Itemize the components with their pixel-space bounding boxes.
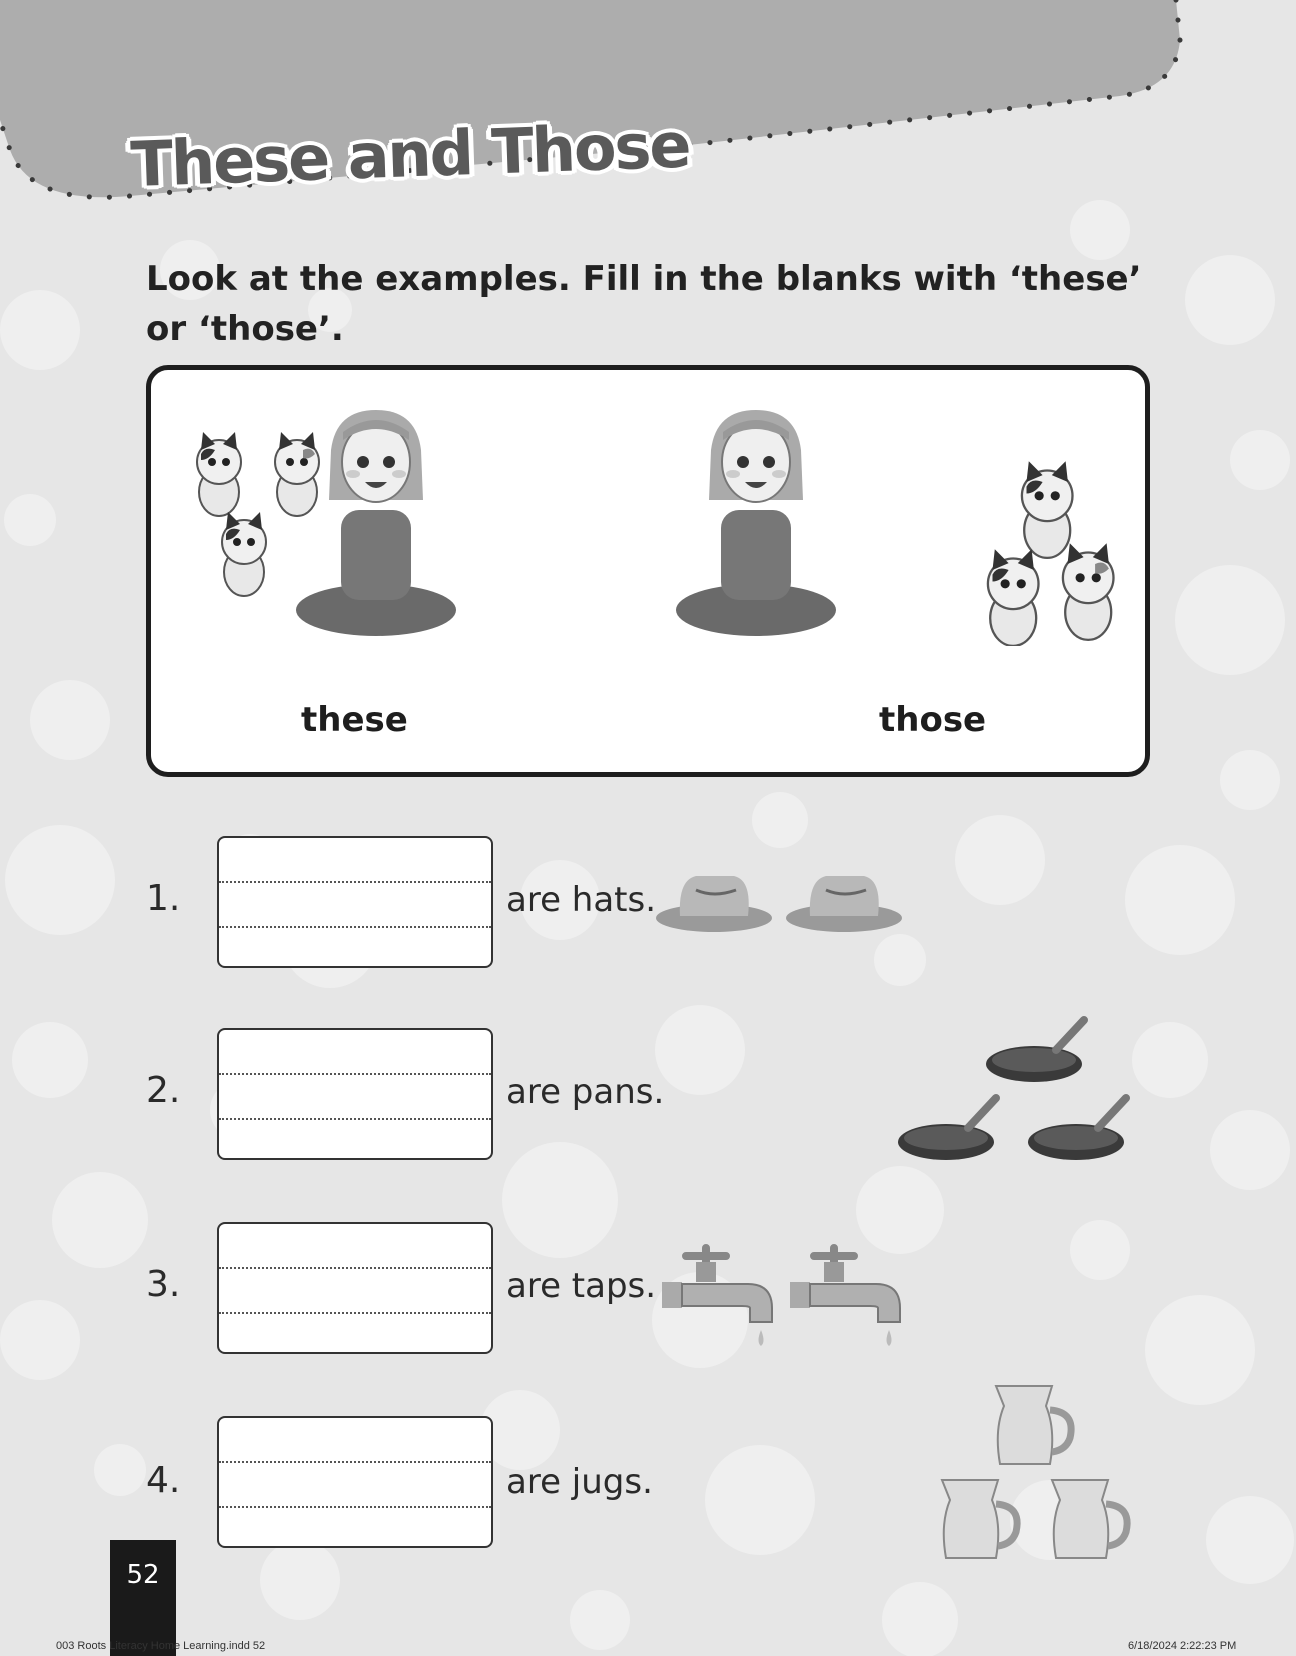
page-number: 52 bbox=[126, 1560, 160, 1590]
page-number-tab bbox=[110, 1540, 176, 1656]
hat-icon bbox=[656, 868, 906, 938]
tap-icon bbox=[662, 1242, 912, 1360]
cat-icon bbox=[988, 549, 1039, 646]
question-text: are taps. bbox=[506, 1266, 657, 1306]
question-number: 2. bbox=[146, 1070, 181, 1111]
example-box bbox=[146, 365, 1150, 777]
cat-icon bbox=[197, 432, 241, 516]
frying-pan-icon bbox=[894, 1012, 1130, 1162]
cat-icon bbox=[1063, 543, 1114, 640]
answer-box-2[interactable] bbox=[217, 1028, 493, 1160]
jug-icon bbox=[936, 1380, 1136, 1562]
girl-icon bbox=[676, 410, 836, 636]
example-label-these: these bbox=[301, 700, 408, 740]
girl-with-cats-far-illustration bbox=[671, 406, 1131, 646]
cat-icon bbox=[275, 432, 319, 516]
print-timestamp: 6/18/2024 2:22:23 PM bbox=[1128, 1640, 1237, 1652]
cat-icon bbox=[222, 512, 266, 596]
girl-with-cats-near-illustration bbox=[191, 410, 461, 640]
file-slug: 003 Roots Literacy Home Learning.indd 52 bbox=[56, 1640, 266, 1652]
instruction-text: Look at the examples. Fill in the blanks with ‘these’ or ‘those’. bbox=[146, 259, 1142, 349]
question-text: are hats. bbox=[506, 880, 657, 920]
answer-box-1[interactable] bbox=[217, 836, 493, 968]
question-number: 1. bbox=[146, 878, 181, 919]
question-text: are jugs. bbox=[506, 1462, 653, 1502]
question-text: are pans. bbox=[506, 1072, 665, 1112]
answer-box-4[interactable] bbox=[217, 1416, 493, 1548]
example-label-those: those bbox=[879, 700, 987, 740]
girl-icon bbox=[296, 410, 456, 636]
question-number: 4. bbox=[146, 1460, 181, 1501]
cat-icon bbox=[1022, 461, 1073, 558]
page-title: These and Those bbox=[129, 108, 691, 201]
answer-box-3[interactable] bbox=[217, 1222, 493, 1354]
question-number: 3. bbox=[146, 1264, 181, 1305]
